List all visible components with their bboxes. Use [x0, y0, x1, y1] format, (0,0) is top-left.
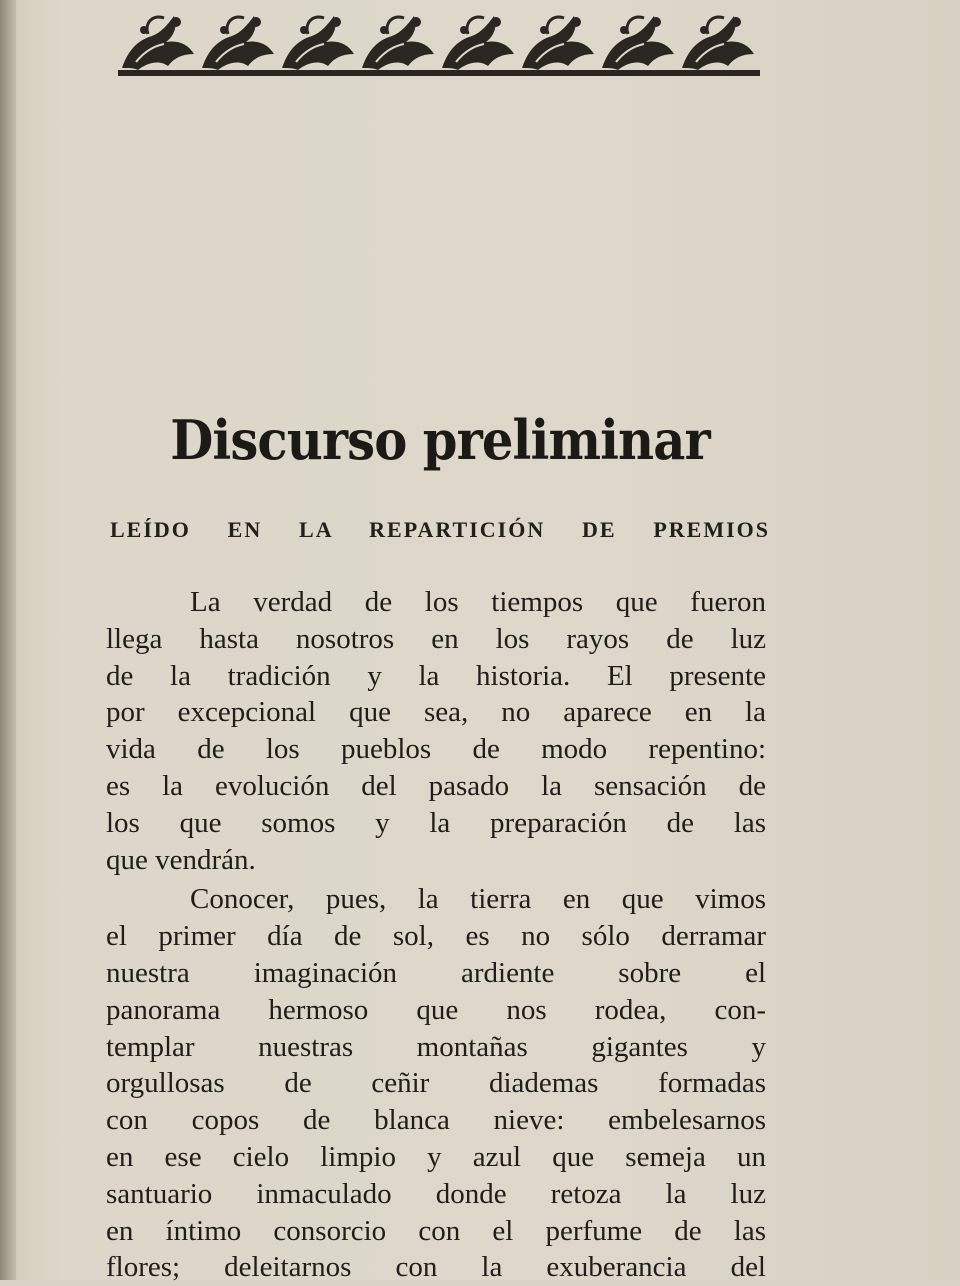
text-line: templar nuestras montañas gigantes y — [106, 1030, 766, 1063]
text-line: panorama hermoso que nos rodea, con- — [106, 993, 766, 1026]
page-title: Discurso preliminar — [170, 408, 710, 472]
text-line: vida de los pueblos de modo repentino: — [106, 733, 766, 766]
floral-ornament-border — [118, 10, 760, 80]
body-text — [106, 584, 766, 1286]
text-line: los que somos y la preparación de las — [106, 806, 766, 839]
subtitle: LEÍDO EN LA REPARTICIÓN DE PREMIOS — [110, 517, 770, 542]
text-line: orgullosas de ceñir diademas formadas — [106, 1067, 766, 1100]
text-line: nuestra imaginación ardiente sobre el — [106, 956, 766, 989]
text-line: santuario inmaculado donde retoza la luz — [106, 1177, 766, 1210]
text-line: de la tradición y la historia. El presente — [106, 659, 766, 692]
text-line: La verdad de los tiempos que fueron — [190, 586, 766, 618]
text-line: Conocer, pues, la tierra en que vimos — [190, 883, 766, 916]
text-line: en ese cielo limpio y azul que semeja un — [106, 1140, 766, 1173]
text-line: llega hasta nosotros en los rayos de luz — [106, 622, 766, 655]
paragraph-1 — [106, 584, 766, 878]
text-line: por excepcional que sea, no aparece en la — [106, 696, 766, 729]
text-line: el primer día de sol, es no sólo derramar — [106, 920, 766, 953]
text-line: en íntimo consorcio con el perfume de las — [106, 1214, 766, 1247]
text-line: con copos de blanca nieve: embelesarnos — [106, 1104, 766, 1137]
page-gutter — [0, 0, 16, 1280]
text-line: es la evolución del pasado la sensación de — [106, 769, 766, 802]
text-line: flores; deleitarnos con la exuberancia del — [106, 1251, 766, 1284]
text-line: que vendrán. — [106, 843, 256, 876]
paragraph-2 — [106, 881, 766, 1286]
